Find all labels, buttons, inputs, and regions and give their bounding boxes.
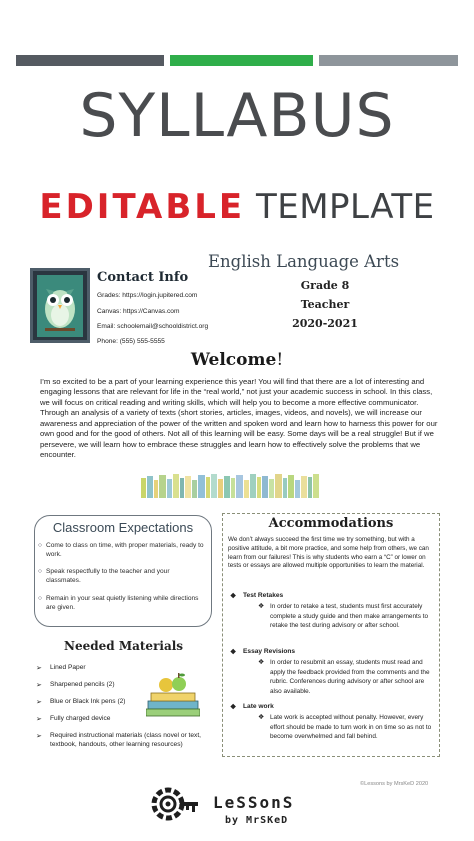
welcome-body: I’m so excited to be a part of your learning experience this year! You will find that there are a lot of interesting and engaging lessons that are relevant for life in the “real world,” not just your academic success in school. In this class, we will focus on critical reading and writing skills, which will help you to become a more effective communicator. Through an analysis of a variety of texts (short stories, articles, images, videos, and novels), we will increase our awareness and appreciation of the power of the written and spoken word and learn how to harness this power for our own good and for the good of others. Not all of this learning will be easy. Some days will be a real struggle! But if we persevere, we will learn how to embrace these struggles and learn how to effectively solve the problems that we encounter.: [40, 377, 438, 460]
material-text: Fully charged device: [50, 715, 111, 722]
bullet-icon: ○: [38, 568, 42, 575]
expectation-item: [38, 567, 206, 585]
expectation-text: Remain in your seat quietly listening while directions are given.: [46, 595, 199, 612]
arrow-icon: ➢: [36, 665, 42, 672]
expectation-item: [38, 594, 206, 612]
course-subject: English Language Arts: [208, 252, 400, 271]
course-teacher: Teacher: [300, 298, 350, 311]
top-bar-light-gray: [319, 55, 458, 66]
arrow-icon: ➢: [36, 716, 42, 723]
arrow-icon: ➢: [36, 699, 42, 706]
material-text: Required instructional materials (class novel or text, textbook, handouts, other learning resources): [50, 732, 201, 748]
accommodation-heading: [230, 648, 296, 656]
accommodation-body: In order to retake a test, students must first accurately complete a study guide and then make arrangements to retake the test during advisory or after school.: [270, 603, 429, 630]
accommodation-heading-text: Essay Revisions: [243, 648, 296, 655]
material-item: [36, 732, 220, 750]
accommodation-heading: [230, 703, 274, 711]
diamond-bullet-icon: ❖: [258, 603, 265, 610]
accommodation-text: [258, 713, 436, 742]
bullet-icon: ○: [38, 542, 42, 549]
material-text: Sharpened pencils (2): [50, 681, 115, 688]
diamond-bullet-icon: ❖: [258, 714, 265, 721]
books-decoration: [141, 474, 334, 498]
copyright: ©Lessons by MrsKeD 2020: [360, 781, 429, 787]
accommodation-body: In order to resubmit an essay, students must read and apply the feedback provided from the comments and the rubric. Conferences during advisory or after school are also available.: [270, 659, 430, 695]
brand-name: LeSSonS: [213, 793, 295, 812]
diamond-bullet-icon: ❖: [258, 659, 265, 666]
materials-title: Needed Materials: [64, 639, 184, 653]
subtitle-highlight: EDITABLE: [39, 187, 246, 227]
material-text: Blue or Black Ink pens (2): [50, 698, 126, 705]
accommodation-heading-text: Test Retakes: [243, 592, 284, 599]
accommodation-heading: [230, 592, 284, 600]
contact-canvas: Canvas: https://Canvas.com: [97, 308, 180, 315]
gear-key-logo-icon: [148, 778, 200, 830]
arrow-icon: ➢: [36, 682, 42, 689]
subtitle-rest: TEMPLATE: [255, 187, 435, 227]
material-text: Lined Paper: [50, 664, 86, 671]
contact-grades: Grades: https://login.jupitered.com: [97, 292, 198, 299]
welcome-title: Welcome: [190, 350, 277, 370]
welcome-exclaim: !: [276, 350, 284, 370]
top-bar-gray: [16, 55, 164, 66]
bullet-icon: ○: [38, 595, 42, 602]
accommodations-title: Accommodations: [268, 516, 394, 531]
page-title: SYLLABUS: [79, 81, 395, 151]
welcome-heading: [0, 350, 474, 370]
accommodation-body: Late work is accepted without penalty. However, every effort should be made to turn work in on time so as not to become overwhelmed and fall behind.: [270, 714, 432, 741]
contact-title: Contact Info: [97, 270, 189, 285]
diamond-bullet-icon: ❖: [230, 649, 237, 656]
accommodation-text: [258, 602, 436, 631]
top-color-bars: [16, 55, 458, 66]
course-grade: Grade 8: [300, 279, 350, 292]
course-year: 2020-2021: [292, 317, 358, 330]
books-apple-icon: [146, 667, 200, 717]
expectations-title: Classroom Expectations: [52, 520, 194, 535]
expectation-text: Speak respectfully to the teacher and your classmates.: [46, 568, 170, 585]
accommodation-heading-text: Late work: [243, 703, 274, 710]
diamond-bullet-icon: ❖: [230, 593, 237, 600]
arrow-icon: ➢: [36, 733, 42, 740]
contact-email: Email: schoolemail@schooldistrict.org: [97, 323, 209, 330]
top-bar-green: [170, 55, 313, 66]
page-subtitle: [0, 187, 474, 227]
accommodation-text: [258, 658, 436, 696]
accommodations-intro: We don’t always succeed the first time we try something, but with a positive attitude, a bit more practice, and some help from others, we can learn from our failures! This is why students who earn a “C” or lower on tests or essays are allowed multiple opportunities to learn the material.: [228, 536, 429, 570]
brand-byline: by MrSKeD: [225, 815, 289, 826]
expectation-text: Come to class on time, with proper materials, ready to work.: [46, 542, 204, 559]
diamond-bullet-icon: ❖: [230, 704, 237, 711]
contact-phone: Phone: (555) 555-5555: [97, 338, 165, 345]
expectation-item: [38, 541, 206, 559]
owl-icon: [30, 268, 90, 343]
